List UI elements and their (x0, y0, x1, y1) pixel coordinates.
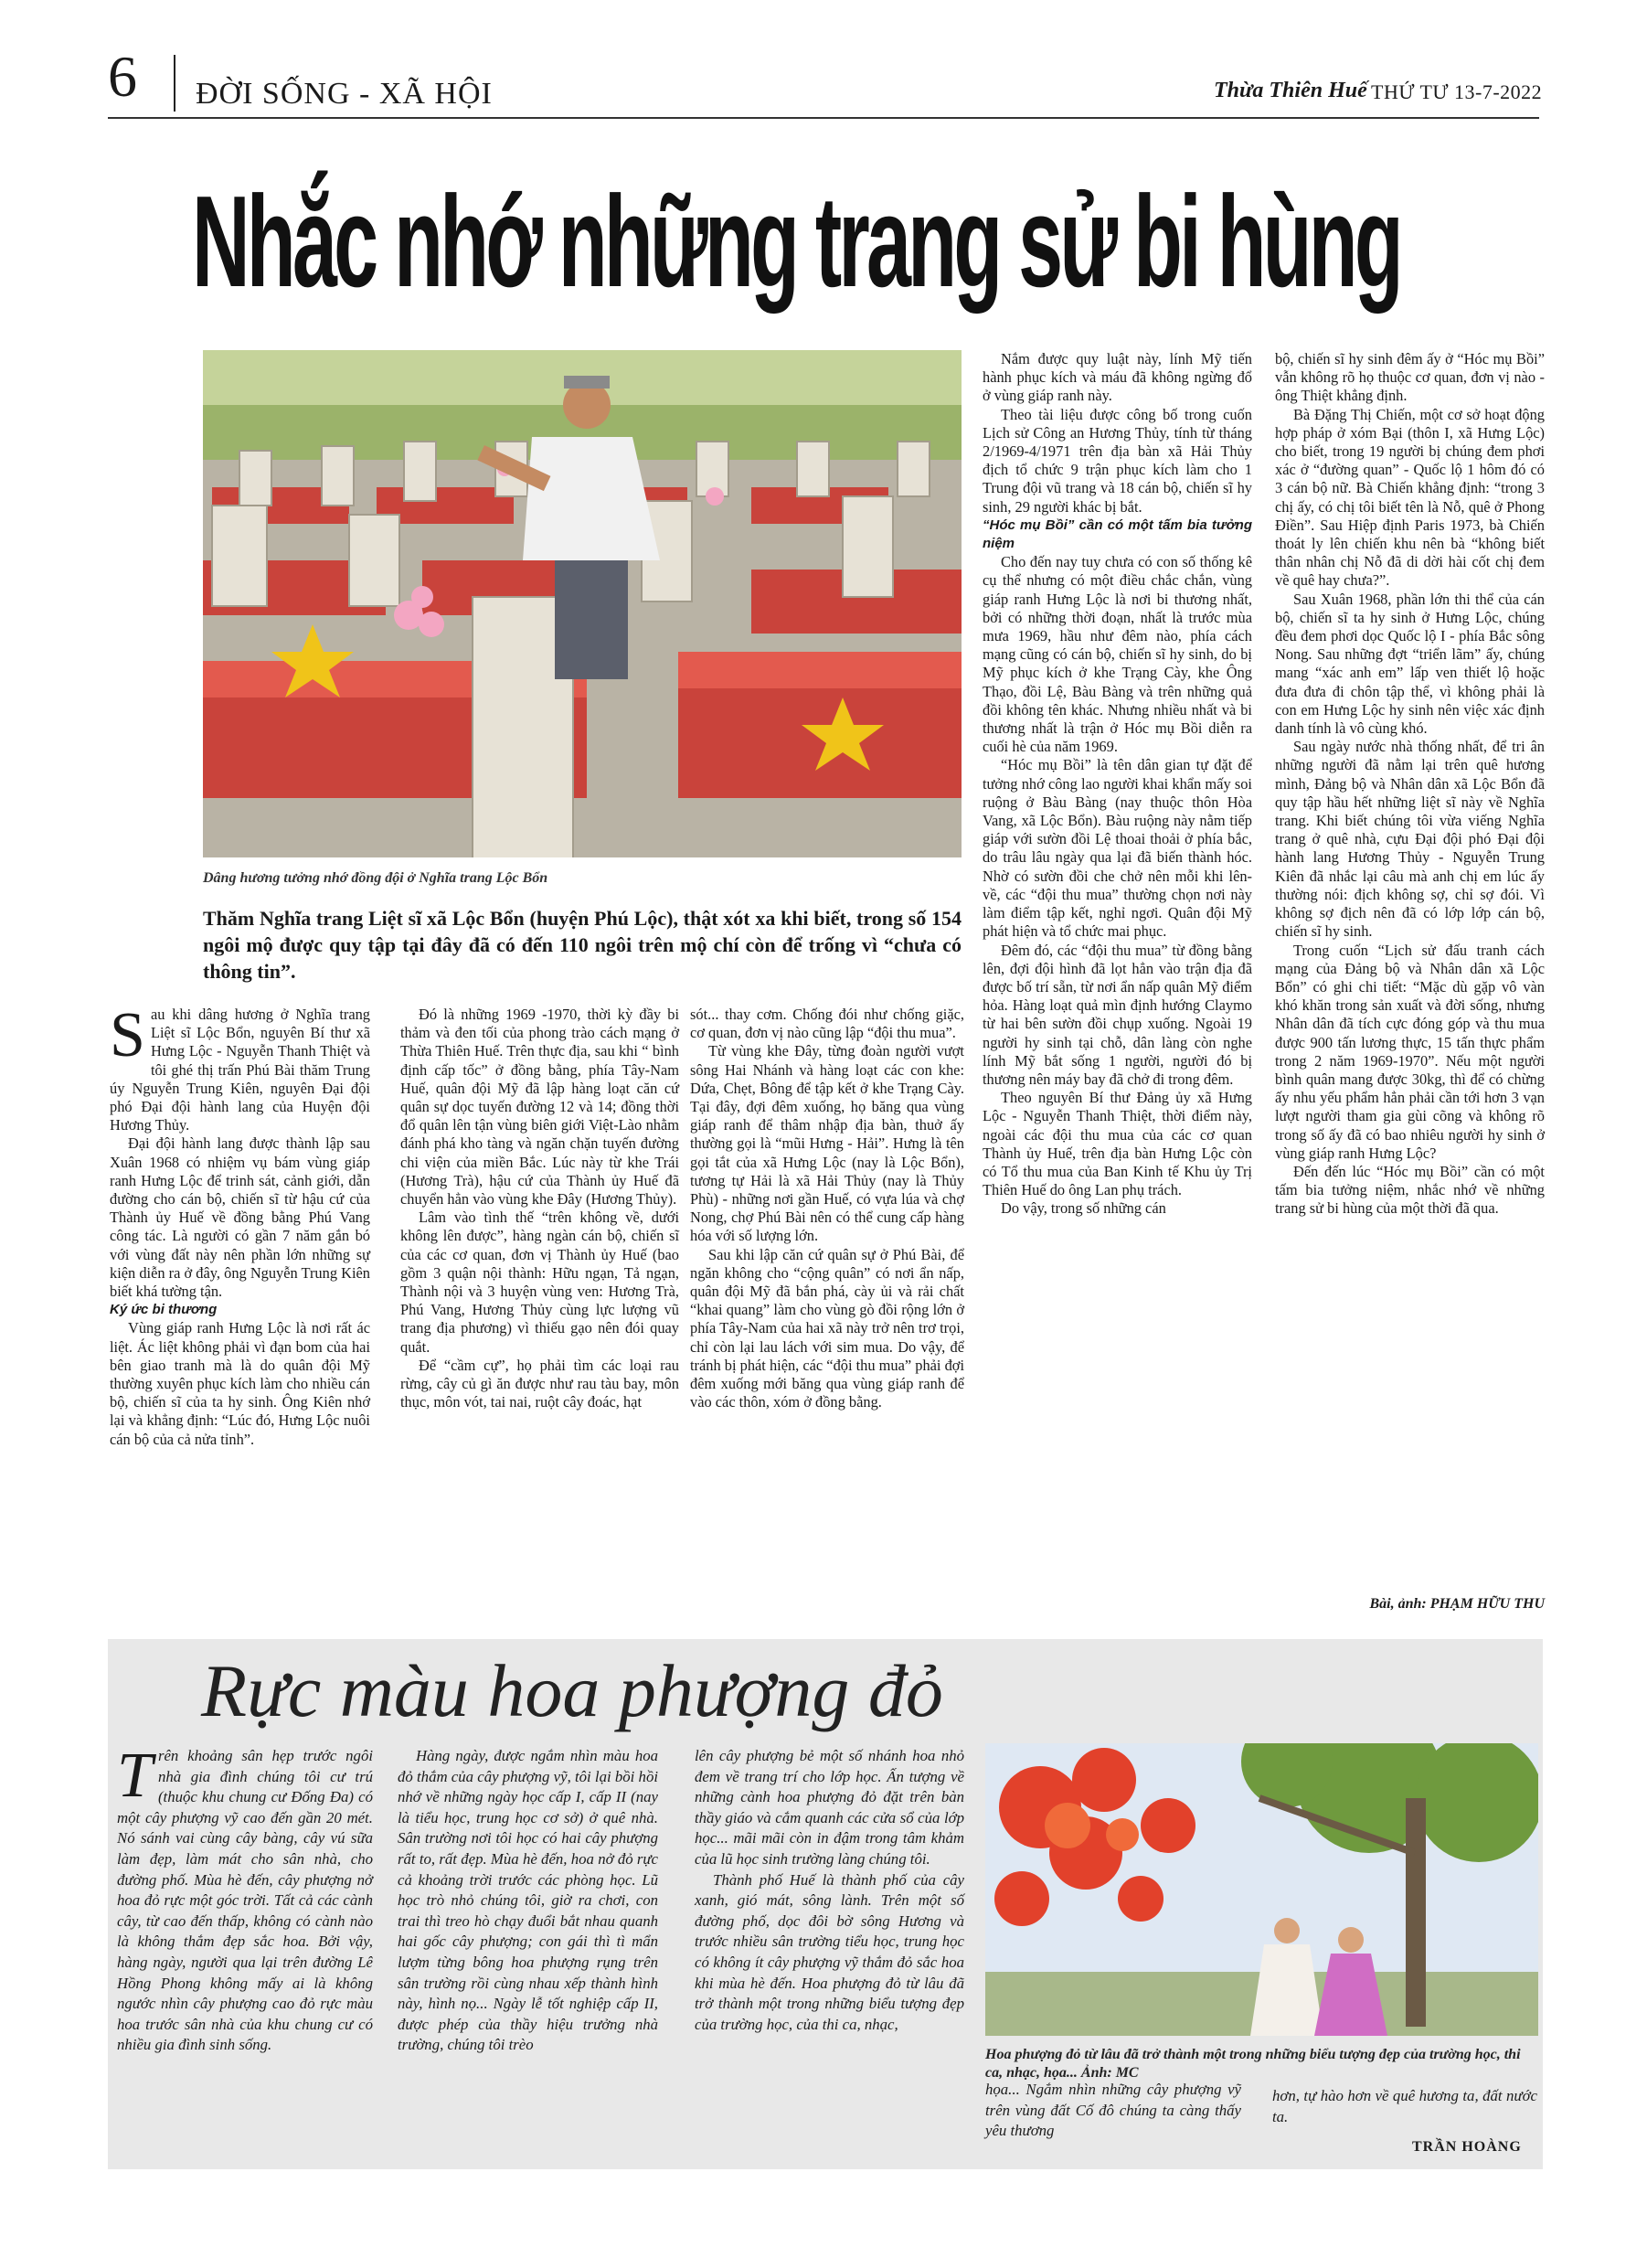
feature-column-1 (117, 1741, 373, 2056)
paper-name: Thừa Thiên Huế (1214, 79, 1367, 102)
paragraph: Hàng ngày, được ngắm nhìn màu hoa đỏ thắm của cây phượng vỹ, tôi lại bồi hồi nhớ về những ngày học cấp I, cấp II (nay là tiểu học, trung học cơ sở) ở quê nhà. Sân trường nơi tôi học có hai cây phượng rất to, rất đẹp. Mùa hè đến, hoa nở đỏ rực cả khoảng trời trước các phòng học. Lũ học trò nhỏ chúng tôi, giờ ra chơi, con trai thì treo hò chạy đuổi bắt nhau quanh hai gốc cây phượng; con gái thì tì mẩn lượm từng bông hoa phượng rụng trên sân trường rồi cùng nhau xếp thành hình này, hình nọ... Ngày lễ tốt nghiệp cấp II, được phép của thầy hiệu trưởng nhà trường, chúng tôi trèo (398, 1747, 658, 2054)
article-column-5 (1275, 350, 1545, 1219)
paragraph: bộ, chiến sĩ hy sinh đêm ấy ở “Hóc mụ Bồi” vẫn không rõ họ thuộc cơ quan, đơn vị nào - ông Thiệt khẳng định. (1275, 350, 1545, 405)
issue-date: THỨ TƯ 13-7-2022 (1371, 80, 1543, 103)
byline: Bài, ảnh: PHẠM HỮU THU (1369, 1596, 1545, 1612)
paragraph: Trong cuốn “Lịch sử đấu tranh cách mạng của Đảng bộ và Nhân dân xã Lộc Bổn” có ghi chi tiết: “Mặc dù gặp vô vàn khó khăn trong sản xuất và đời sống, nhưng Nhân dân đã tích cực đóng góp và thu mua được 900 tấn lương thực, 15 tấn thực phẩm trong 2 năm 1969-1970”. Nếu một người bình quân mang được 30kg, thì để có chừng ấy nhu yếu phẩm hẳn phải cần tới hơn 3 vạn lượt người tham gia gùi cõng và không rõ trong số ấy đã có bao nhiêu người hy sinh ở vùng giáp ranh Hưng Lộc? (1275, 941, 1545, 1162)
paragraph: rên khoảng sân hẹp trước ngôi nhà gia đình chúng tôi cư trú (thuộc khu chung cư Đống Đa) có một cây phượng vỹ cao đến gần 20 mét. Nó sánh vai cùng cây bàng, cây vú sữa làm đẹp, làm mát cho sân nhà, cho đường phố. Mùa hè đến, cây phượng nở hoa đỏ rực một góc trời. Tất cả các cành cây, từ cao đến thấp, không có cành nào là không thắm đẹp sắc hoa. Bởi vậy, hàng ngày, người qua lại trên đường Lê Hồng Phong không mấy ai là không ngước nhìn cây phượng cao đỏ rực màu hoa trước sân nhà của khu chung cư có nhiều gia đình sinh sống. (117, 1747, 373, 2054)
subheading: Ký ức bi thương (110, 1302, 218, 1318)
subheading: “Hóc mụ Bồi” cần có một tấm bia tưởng niệm (983, 516, 1252, 552)
paragraph: Theo nguyên Bí thư Đảng ủy xã Hưng Lộc - Nguyễn Thanh Thiệt, thời điểm này, ngoài các đội thu mua của các cơ quan Thành ủy Huế, trên địa bàn Hưng Lộc còn có Tổ thu mua của Ban Kinh tế Khu ủy Trị Thiên Huế do ông Lan phụ trách. (983, 1089, 1252, 1199)
paragraph: Đại đội hành lang được thành lập sau Xuân 1968 có nhiệm vụ bám vùng giáp ranh Hưng Lộc để trinh sát, cảnh giới, dẫn đường cho cán bộ, chiến sĩ từ hậu cứ của Thành ủy Huế về đồng bằng Phú Vang công tác. Là người có gần 7 năm gắn bó với vùng đất này nên phần lớn những sự kiện diễn ra ở đây, ông Nguyễn Trung Kiên biết khá tường tận. (110, 1134, 370, 1301)
paragraph: Từ vùng khe Đây, từng đoàn người vượt sông Hai Nhánh và hàng loạt các con khe: Dứa, Chẹt, Bông để tập kết ở khe Trạng Cày. Tại đây, đợi đêm xuống, họ băng qua vùng giáp ranh để thâm nhập địa bàn, thuở ấy thường gọi là “mũi Hưng - Hải”. Hưng là tên gọi tắt của xã Hưng Lộc (nay là Lộc Bổn), tương tự Hải là xã Hải Thủy (nay là Thủy Phù) - những nơi gần Huế, có vựa lúa và chợ Nong, chợ Phú Bài nên có thể cung cấp hàng hóa với số lượng lớn. (690, 1042, 964, 1245)
paragraph: Do vậy, trong số những cán (1001, 1199, 1166, 1218)
flame-tree-illustration (985, 1743, 1538, 2036)
paragraph: Vùng giáp ranh Hưng Lộc là nơi rất ác liệt. Ác liệt không phải vì đạn bom của hai bên giao tranh mà là do quân đội Mỹ thường xuyên phục kích làm cho nhiều cán bộ, chiến sĩ của ta hy sinh. Ông Kiên nhớ lại và khẳng định: “Lúc đó, Hưng Lộc nuôi cán bộ của cả nửa tỉnh”. (110, 1319, 370, 1448)
paragraph: Theo tài liệu được công bố trong cuốn Lịch sử Công an Hương Thủy, tính từ tháng 2/1969-4/1971 trên địa bàn xã Hải Thủy địch tổ chức 9 trận phục kích làm cho 1 Trung đội vũ trang và 18 cán bộ, chiến sĩ hy sinh, 29 người khác bị bắt. (983, 405, 1252, 516)
header-divider (174, 55, 175, 112)
photo-caption: Hoa phượng đỏ từ lâu đã trở thành một trong những biểu tượng đẹp của trường học, thi ca, nhạc, họa... Ảnh: MC (985, 2047, 1521, 2081)
paragraph: Bà Đặng Thị Chiến, một cơ sở hoạt động hợp pháp ở xóm Bại (thôn I, xã Hưng Lộc) cho biết, trong 19 người bị chúng đem phơi xác ở “đường quan” - Quốc lộ 1 hôm đó có 3 cán bộ nữ. Bà Chiến khẳng định: “trong 3 chị ấy, có chị tôi biết tên là Nỗ, quê ở Phong Điền”. Sau Hiệp định Paris 1973, bà Chiến thoát ly lên chiến khu nên bà “không biết thân nhân chị Nỗ đã di dời hài cốt chị đem về quê hay chưa?”. (1275, 405, 1545, 590)
paragraph: Sau ngày nước nhà thống nhất, để tri ân những người đã nằm lại trên quê hương mình, Đảng bộ và Nhân dân xã Lộc Bổn đã quy tập hầu hết những liệt sĩ này về Nghĩa trang. Khi biết chúng tôi vừa viếng Nghĩa trang ở quê nhà, cựu Đại đội phó Đại đội hành lang Hương Thủy - Nguyễn Trung Kiên đã nhắc lại câu mà anh chị em lúc ấy thường nói: địch không sợ, chỉ sợ đói. Vì không sợ địch nên đã có lớp lớp cán bộ, chiến sĩ hy sinh. (1275, 738, 1545, 941)
article-column-1 (110, 1000, 370, 1449)
headline: Nhắc nhớ những trang sử bi hùng (192, 169, 1400, 314)
cemetery-illustration (203, 350, 962, 857)
article-column-4 (983, 350, 1252, 1219)
paragraph: lên cây phượng bẻ một số nhánh hoa nhỏ đem về trang trí cho lớp học. Ấn tượng về những cành hoa phượng đỏ đặt trên bàn thầy giáo và cắm quanh các cửa sổ của lớp học... mãi mãi còn in đậm trong tâm khảm của lũ học sinh trường làng chúng tôi. (695, 1747, 964, 1868)
feature-column-3 (695, 1746, 964, 2035)
section-title: ĐỜI SỐNG - XÃ HỘI (196, 77, 493, 111)
paragraph: hơn, tự hào hơn về quê hương ta, đất nước ta. (1272, 2087, 1537, 2125)
byline: TRẦN HOÀNG (1412, 2139, 1522, 2155)
article-column-3 (690, 1006, 964, 1411)
feature-column-2 (398, 1746, 658, 2056)
page-number: 6 (108, 44, 137, 109)
drop-cap: S (110, 1000, 145, 1070)
header-rule (108, 117, 1539, 119)
paragraph: Thành phố Huế là thành phố của cây xanh, gió mát, sông lành. Trên một số đường phố, dọc đôi bờ sông Hương và trước nhiều sân trường tiểu học, trung học có không ít cây phượng vỹ thắm đỏ sắc hoa khi mùa hè đến. Hoa phượng đỏ từ lâu đã trở thành một trong những biểu tượng đẹp của trường học, của thi ca, nhạc, (695, 1870, 964, 2033)
lead-paragraph: Thăm Nghĩa trang Liệt sĩ xã Lộc Bổn (huyện Phú Lộc), thật xót xa khi biết, trong số 154 ngôi mộ được quy tập tại đây đã có đến 110 ngôi trên mộ chí còn để trống vì “chưa có thông tin”. (203, 907, 962, 983)
feature-title: Rực màu hoa phượng đỏ (201, 1649, 943, 1732)
drop-cap: T (117, 1741, 153, 1811)
paragraph: Đến đến lúc “Hóc mụ Bồi” cần có một tấm bia tưởng niệm, nhắc nhớ về những trang sử bi hùng của một thời đã qua. (1275, 1162, 1545, 1218)
article-column-2 (400, 1006, 679, 1411)
paragraph: Lâm vào tình thế “trên không về, dưới không lên được”, hàng ngàn cán bộ, chiến sĩ của các cơ quan, đơn vị Thành ủy Huế (bao gồm 3 quận nội thành: Hữu ngạn, Tả ngạn, Thành nội và 3 huyện vùng ven: Hương Trà, Phú Vang, Hương Thủy cùng lực lượng vũ trang địa phương) vì thiếu gạo nên đói quay quắt. (400, 1209, 679, 1356)
paragraph: Sau Xuân 1968, phần lớn thi thể của cán bộ, chiến sĩ ta hy sinh ở Hưng Lộc, chúng đều đem phơi dọc Quốc lộ I - phía Bắc sông Nong. Sau những đợt “triển lãm” ấy, chúng mang “xác anh em” lấp ven thiết lộ hoặc đưa đưa đi chôn tập thể, vì không phải là con em Hưng Lộc hy sinh nên việc xác định danh tính là vô cùng khó. (1275, 590, 1545, 738)
flame-tree-photo (985, 1743, 1538, 2036)
feature-column-4 (985, 2080, 1241, 2142)
paragraph: Để “cầm cự”, họ phải tìm các loại rau rừng, cây củ gì ăn được như rau tàu bay, môn thục, môn vót, tai nai, ruột cây đoác, hạt (400, 1356, 679, 1411)
paragraph: họa... Ngắm nhìn những cây phượng vỹ trên vùng đất Cố đô chúng ta càng thấy yêu thương (985, 2081, 1241, 2140)
paragraph: Cho đến nay tuy chưa có con số thống kê cụ thể nhưng có một điều chắc chắn, vùng giáp ranh Hưng Lộc là nơi bi thương nhất, bởi có những thời đoạn, nhất là trước mùa mưa 1969, hầu như đêm nào, phía cách mạng cũng có cán bộ, chiến sĩ hy sinh, do bị Mỹ phục kích ở khe Trạng Cày, khe Ông Thạo, đồi Lệ, Bàu Bàng và trên những quả đồi không tên khác. Nhưng nhiều nhất và bi thương nhất là trận ở Hóc mụ Bồi diễn ra cuối hè của năm 1969. (983, 553, 1252, 756)
paragraph: Nắm được quy luật này, lính Mỹ tiến hành phục kích và máu đã không ngừng đổ ở vùng giáp ranh này. (983, 350, 1252, 405)
paragraph: Sau khi lập căn cứ quân sự ở Phú Bài, để ngăn không cho “cộng quân” có nơi ẩn nấp, quân đội Mỹ đã bắn phá, cày ủi và rải chất “khai quang” làm cho vùng gò đồi rộng lớn ở phía Tây-Nam của hai xã này trở nên trơ trọi, chỉ còn lại lau lách với sim mua. Do vậy, để tránh bị phát hiện, các “đội thu mua” phải đợi đêm xuống mới băng qua vùng giáp ranh để vào các thôn, xóm ở đồng bằng. (690, 1245, 964, 1411)
feature-column-5 (1272, 2086, 1537, 2127)
photo-caption: Dâng hương tưởng nhớ đồng đội ở Nghĩa trang Lộc Bổn (203, 870, 548, 886)
paragraph: sót... thay cơm. Chống đói như chống giặc, cơ quan, đơn vị nào cũng lập “đội thu mua”. (690, 1006, 964, 1042)
paragraph: “Hóc mụ Bồi” là tên dân gian tự đặt để tưởng nhớ công lao người khai khẩn mấy soi ruộng ở Bàu Bàng (nay thuộc thôn Hòa Vang, xã Lộc Bổn). Bàu ruộng này nằm tiếp giáp với sườn đồi Lệ thoai thoải ở phía bắc, do trâu lâu ngày qua lại đã biến thành hóc. Nhờ có sườn đồi che chở nên mỗi khi lên-về, các “đội thu mua” thường chọn nơi này làm điểm tập kết, nghỉ ngơi. Quân đội Mỹ phát hiện và tổ chức mai phục. (983, 756, 1252, 941)
paragraph: au khi dâng hương ở Nghĩa trang Liệt sĩ Lộc Bổn, nguyên Bí thư xã Hưng Lộc - Nguyễn Thanh Thiệt và tôi ghé thị trấn Phú Bài thăm Trung úy Nguyễn Trung Kiên, nguyên Đại đội phó Đại đội hành lang của Huyện đội Hương Thủy. (110, 1006, 370, 1134)
paragraph: Đó là những 1969 -1970, thời kỳ đầy bi thảm và đen tối của phong trào cách mạng ở Thừa Thiên Huế. Trên thực địa, sau khi “ bình định cấp tốc” ở đồng bằng, phía Tây-Nam Huế, quân đội Mỹ đã lập hàng loạt căn cứ quân sự dọc tuyến đường 12 và 14; đồng thời đổ quân lên tận vùng biên giới Việt-Lào nhằm đánh phá kho tàng và ngăn chặn tuyến đường chi viện của miền Bắc. Lúc này từ khe Trái (Hương Trà), hậu cứ của Thành ủy Huế đã chuyển hẳn vào vùng khe Đây (Hương Thủy). (400, 1006, 679, 1209)
paragraph: Đêm đó, các “đội thu mua” từ đồng bằng lên, đợi đội hình đã lọt hẳn vào trận địa đã được bố trí sẵn, từ nơi ẩn nấp quân Mỹ điểm hỏa. Hàng loạt quả mìn định hướng Claymo từ hai bên sườn đồi chụp xuống. Ngoài 19 người hy sinh tại chỗ, dân làng còn nghe lính Mỹ bắt sống 1 người, người đó bị thương nên máy bay đã chở đi trong đêm. (983, 941, 1252, 1088)
cemetery-photo (203, 350, 962, 857)
